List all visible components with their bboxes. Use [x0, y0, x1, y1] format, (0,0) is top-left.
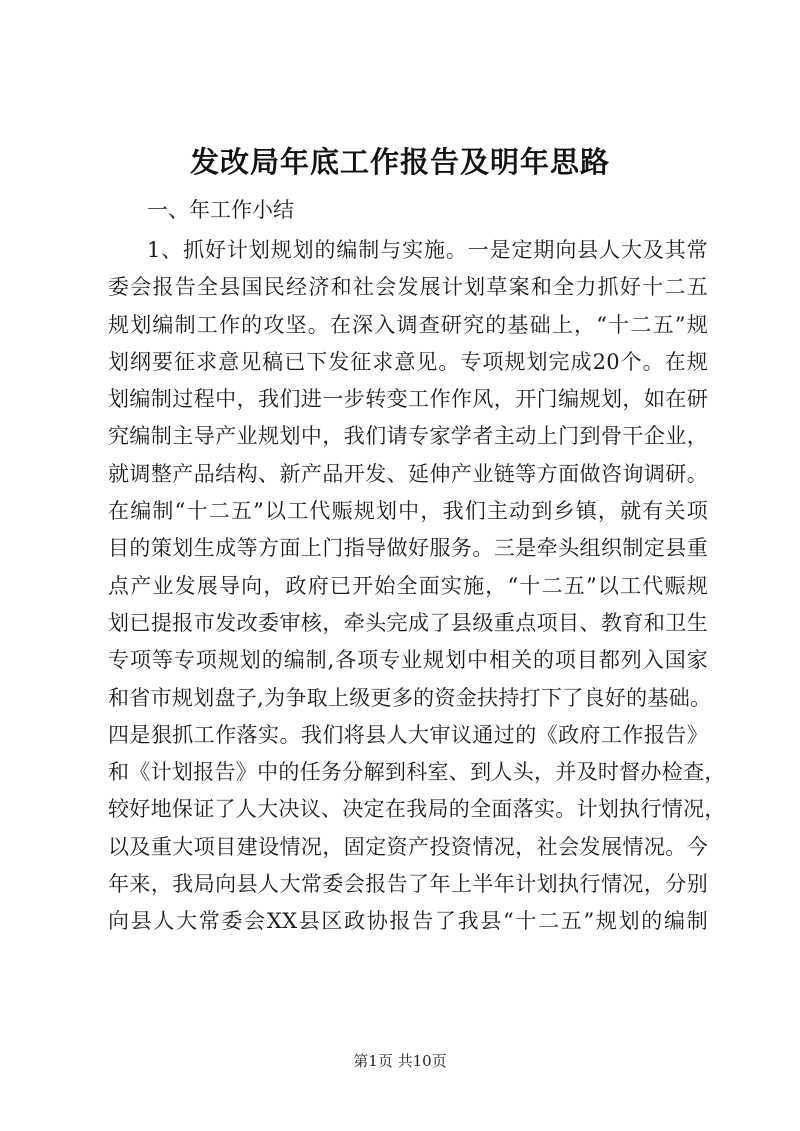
text-line: 四是狠抓工作落实。我们将县人大审议通过的《政府工作报告》 [108, 722, 708, 747]
text-line: 目的策划生成等方面上门指导做好服务。三是牵头组织制定县重 [108, 536, 708, 561]
text-line: 划编制过程中，我们进一步转变工作作风，开门编规划，如在研 [108, 387, 708, 412]
body-text [108, 232, 726, 941]
text-line: 就调整产品结构、新产品开发、延伸产业链等方面做咨询调研。 [108, 461, 708, 486]
page-footer: 第1页 共10页 [353, 1052, 447, 1070]
text-line: 在编制“十二五”以工代赈规划中，我们主动到乡镇，就有关项 [108, 499, 708, 524]
text-line: 划纲要征求意见稿已下发征求意见。专项规划完成20个。在规 [108, 349, 708, 374]
text-line: 究编制主导产业规划中，我们请专家学者主动上门到骨干企业， [108, 424, 708, 449]
text-line: 1、抓好计划规划的编制与实施。一是定期向县人大及其常 [147, 238, 708, 262]
text-line: 专项等专项规划的编制,各项专业规划中相关的项目都列入国家 [108, 648, 708, 673]
text-line: 较好地保证了人大决议、决定在我局的全面落实。计划执行情况， [108, 797, 726, 822]
text-line: 年来，我局向县人大常委会报告了年上半年计划执行情况，分别 [108, 872, 708, 897]
text-line: 和省市规划盘子,为争取上级更多的资金扶持打下了良好的基础。 [108, 685, 712, 710]
section-heading: 一、年工作小结 [147, 198, 294, 222]
text-line: 以及重大项目建设情况，固定资产投资情况，社会发展情况。今 [108, 834, 708, 859]
document-title: 发改局年底工作报告及明年思路 [189, 145, 610, 179]
text-line: 向县人大常委会XX县区政协报告了我县“十二五”规划的编制 [108, 909, 708, 934]
text-line: 点产业发展导向，政府已开始全面实施，“十二五”以工代赈规 [108, 573, 708, 598]
text-line: 规划编制工作的攻坚。在深入调查研究的基础上，“十二五”规 [108, 312, 708, 337]
text-line: 委会报告全县国民经济和社会发展计划草案和全力抓好十二五 [108, 275, 708, 300]
text-line: 和《计划报告》中的任务分解到科室、到人头，并及时督办检查， [108, 760, 726, 785]
text-line: 划已提报市发改委审核，牵头完成了县级重点项目、教育和卫生 [108, 610, 708, 635]
